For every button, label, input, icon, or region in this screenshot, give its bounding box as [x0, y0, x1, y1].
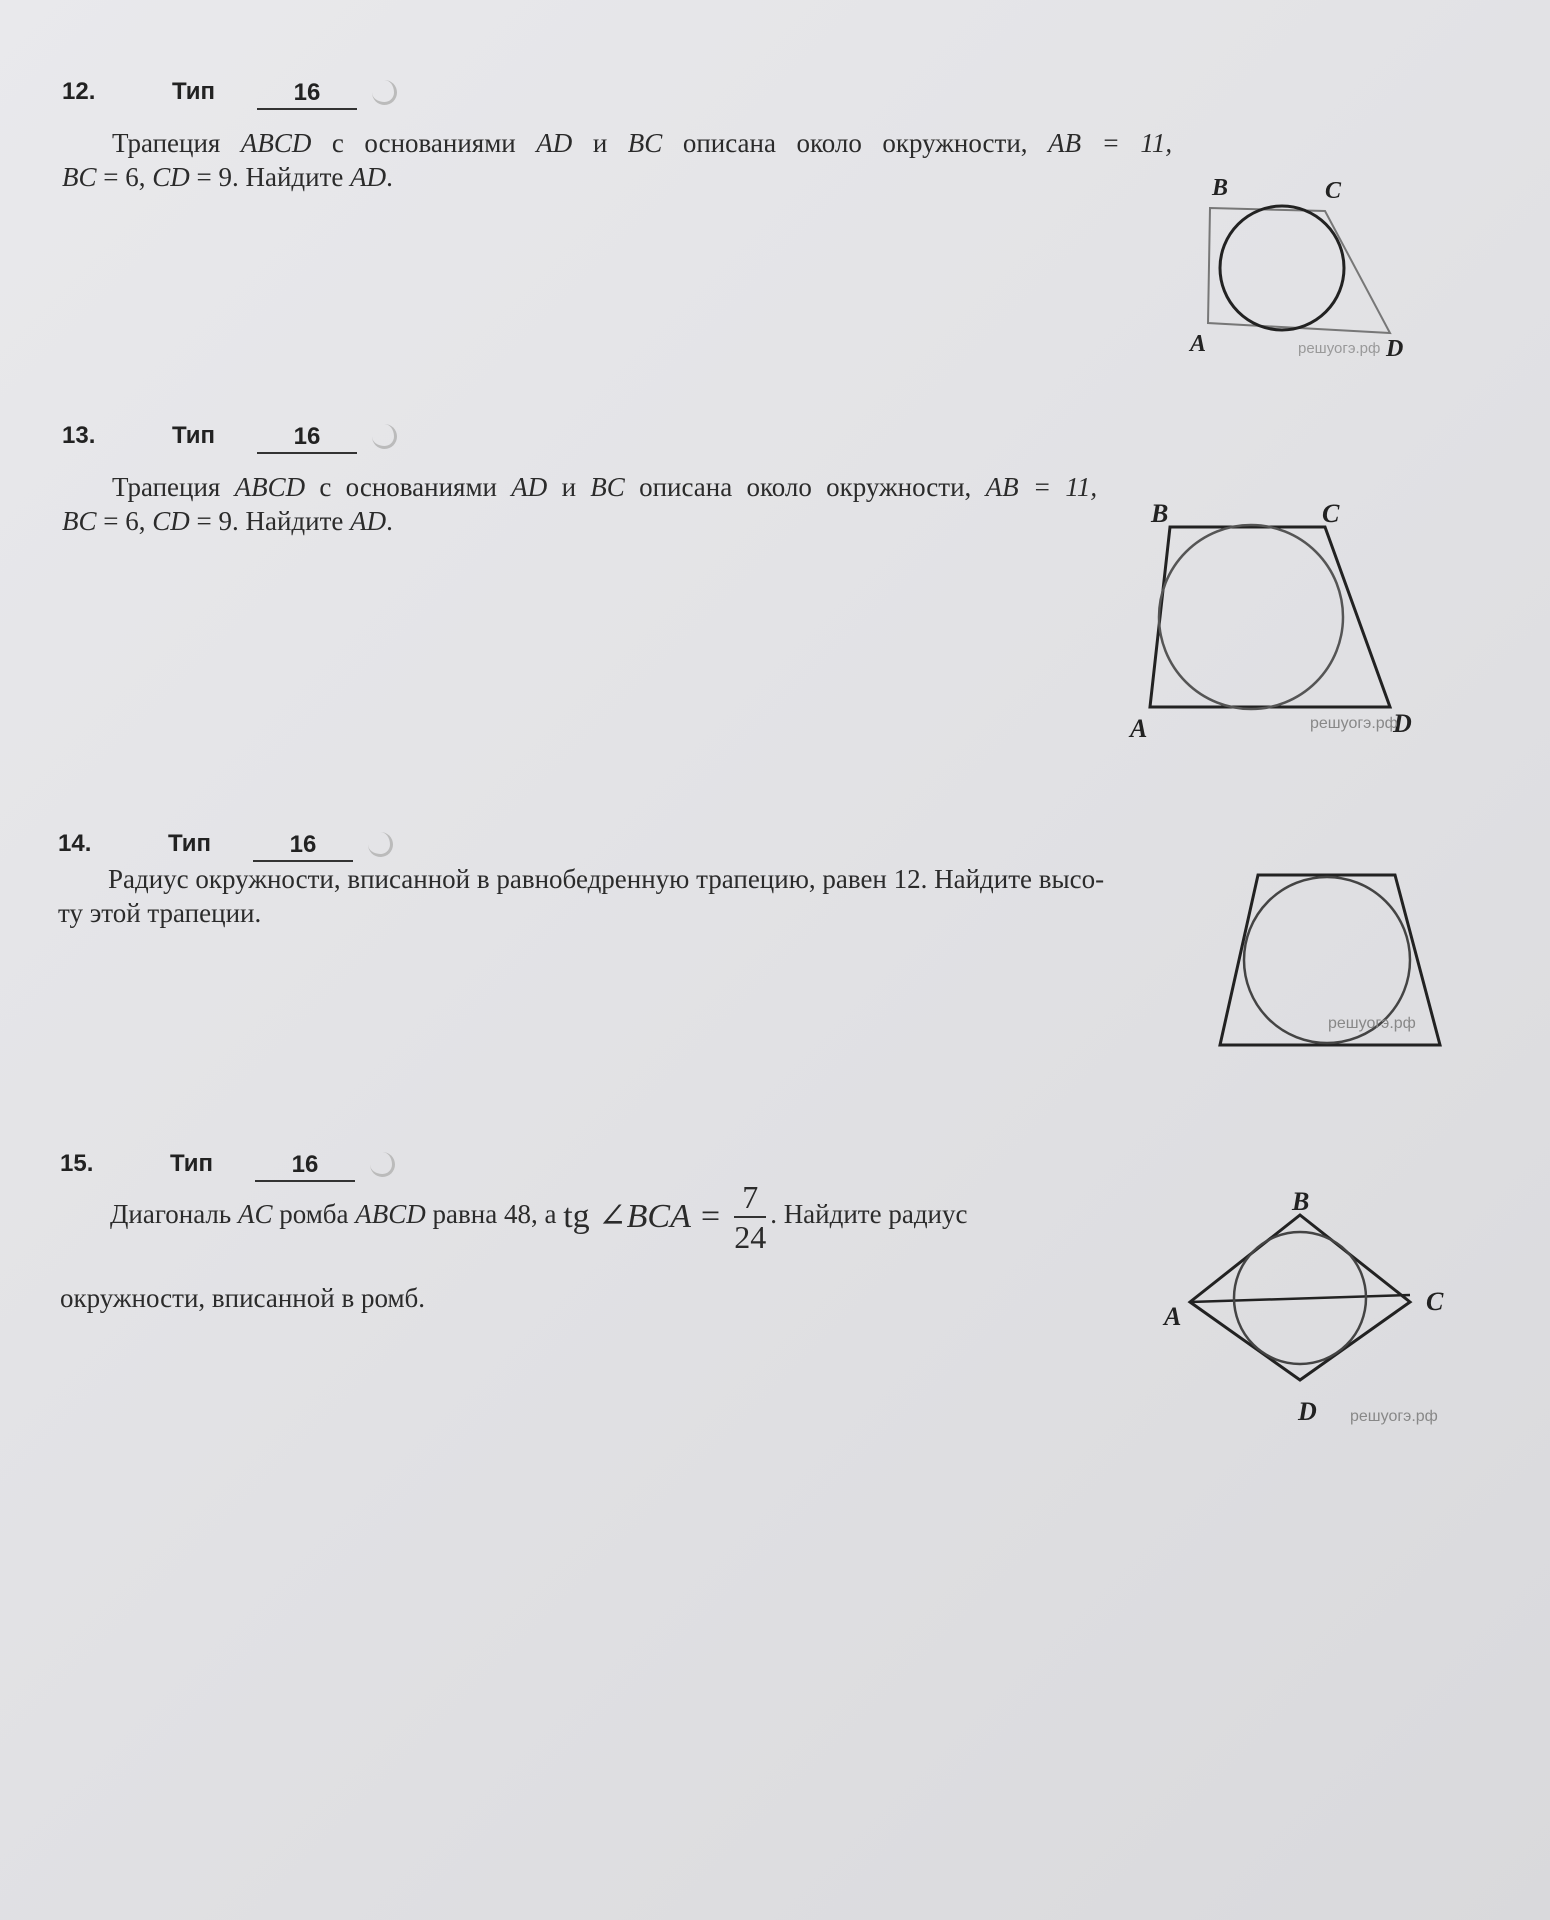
task-text-line	[62, 470, 1097, 504]
rhombus-figure	[1150, 1180, 1480, 1445]
tangent-expression	[563, 1198, 730, 1235]
task-number: 13.	[62, 422, 96, 449]
math-var: AD	[511, 472, 548, 502]
word: Диагональ	[110, 1199, 232, 1230]
word: . Найдите радиус	[770, 1199, 968, 1230]
task-text	[60, 1178, 1140, 1318]
math-var: AB = 11,	[985, 472, 1098, 502]
vertex-label-b: B	[1151, 499, 1169, 528]
check-mark-icon	[368, 832, 393, 857]
vertex-label-b: B	[1292, 1187, 1310, 1216]
fraction-denominator: 24	[734, 1219, 767, 1255]
math-var: AC	[237, 1199, 273, 1230]
fraction-numerator: 7	[734, 1178, 766, 1218]
word: .	[386, 506, 393, 536]
check-mark-icon	[372, 424, 397, 449]
task-text-line	[62, 160, 1172, 194]
task-text-line: Радиус окружности, вписанной в равнобедренную трапецию, равен 12. Найдите высо-	[108, 864, 1105, 894]
angle-bca: ∠BCA =	[598, 1198, 722, 1235]
tg-function: tg	[563, 1198, 590, 1235]
task-text	[58, 862, 1198, 930]
math-var: BC	[62, 506, 97, 536]
check-mark-icon	[372, 80, 397, 105]
vertex-label-d: D	[1298, 1397, 1317, 1426]
task-text-line	[62, 126, 1172, 160]
math-var: BC	[627, 128, 663, 158]
word: описана около окружности,	[639, 472, 972, 502]
word: ромба	[279, 1199, 349, 1230]
math-var: BC	[590, 472, 625, 502]
vertex-label-d: D	[1386, 336, 1404, 362]
task-text-line	[62, 504, 1097, 538]
word: с основаниями	[331, 128, 516, 158]
vertex-label-a: A	[1164, 1302, 1182, 1331]
word: и	[592, 128, 608, 158]
word: = 9. Найдите	[196, 506, 344, 536]
task-text	[62, 126, 1172, 194]
vertex-label-b: B	[1212, 175, 1229, 201]
task-header	[62, 422, 662, 462]
type-label: Тип	[172, 422, 215, 449]
math-var: ABCD	[234, 472, 306, 502]
math-var: AD	[350, 506, 387, 536]
watermark: решуогэ.рф	[1298, 340, 1381, 357]
word: Трапеция	[112, 472, 221, 502]
word: = 6,	[103, 506, 146, 536]
math-var: ABCD	[355, 1199, 426, 1230]
math-var: AB = 11,	[1048, 128, 1173, 158]
task-header	[62, 78, 662, 118]
math-var: AD	[350, 162, 387, 192]
type-label: Тип	[170, 1150, 213, 1177]
task-number: 12.	[62, 78, 96, 105]
task-number: 14.	[58, 830, 92, 857]
word: и	[561, 472, 577, 502]
type-value: 16	[255, 1150, 355, 1182]
word: = 6,	[103, 162, 146, 192]
type-label: Тип	[172, 78, 215, 105]
type-value: 16	[257, 78, 357, 110]
task-text-line: ту этой трапеции.	[58, 898, 262, 928]
fraction	[734, 1178, 766, 1256]
vertex-label-a: A	[1130, 714, 1148, 743]
type-label: Тип	[168, 830, 211, 857]
task-text	[62, 470, 1097, 538]
math-var: CD	[152, 162, 190, 192]
watermark: решуогэ.рф	[1310, 715, 1398, 732]
type-value: 16	[253, 830, 353, 862]
watermark: решуогэ.рф	[1350, 1408, 1438, 1425]
watermark: решуогэ.рф	[1328, 1015, 1416, 1032]
word: .	[386, 162, 393, 192]
math-var: CD	[152, 506, 190, 536]
vertex-label-c: C	[1325, 178, 1342, 204]
math-var: BC	[62, 162, 97, 192]
word: Трапеция	[112, 128, 221, 158]
task-text-line	[60, 1178, 1140, 1256]
task-number: 15.	[60, 1150, 94, 1177]
check-mark-icon	[370, 1152, 395, 1177]
task-text-line: окружности, вписанной в ромб.	[60, 1283, 426, 1313]
vertex-label-d: D	[1393, 709, 1412, 738]
word: = 9. Найдите	[196, 162, 344, 192]
vertex-label-a: A	[1190, 331, 1207, 357]
word: описана около окружности,	[682, 128, 1028, 158]
math-var: AD	[536, 128, 573, 158]
type-value: 16	[257, 422, 357, 454]
word: с основаниями	[319, 472, 497, 502]
word: равна 48, а	[432, 1199, 557, 1230]
vertex-label-c: C	[1426, 1287, 1444, 1316]
isosceles-trapezoid-figure	[1210, 870, 1455, 1055]
trapezoid-figure	[1125, 492, 1425, 747]
vertex-label-c: C	[1322, 499, 1340, 528]
trapezoid-figure	[1180, 173, 1420, 368]
math-var: ABCD	[240, 128, 312, 158]
